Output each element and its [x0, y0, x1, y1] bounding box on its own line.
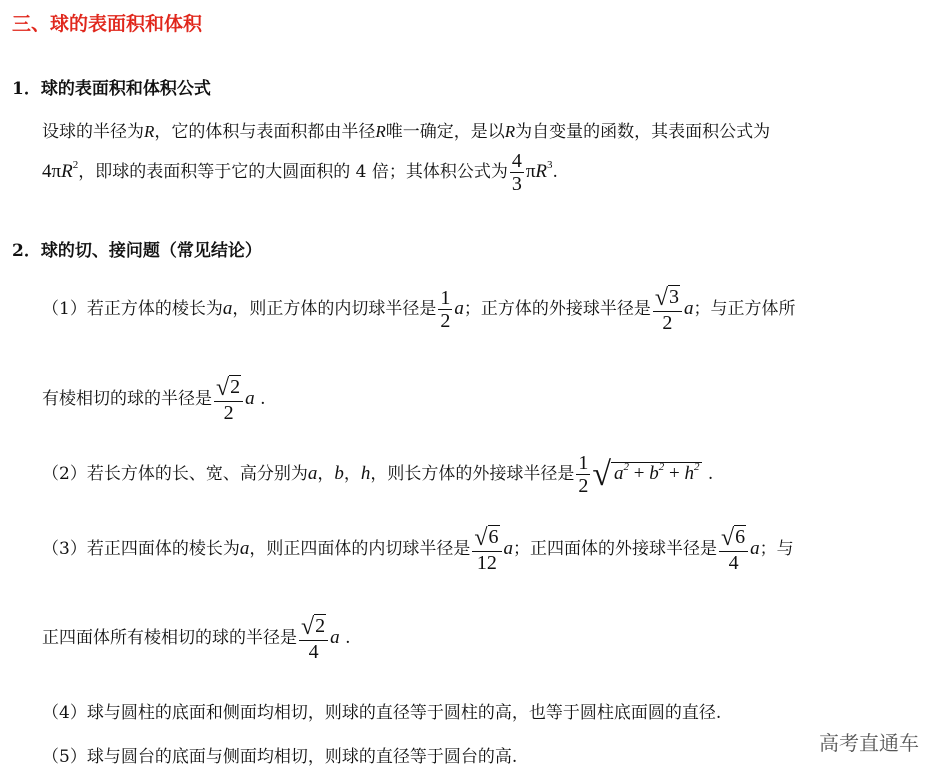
fraction-half: $\frac{1}{2}$	[578, 452, 589, 497]
item-3-line2: 正四面体所有棱相切的球的半径是 $\frac{√2}{4}$ a .	[42, 614, 351, 664]
item-2: （2）若长方体的长、宽、高分别为a，b，h，则长方体的外接球半径是 $\frac{1}{2}$ √ $a^2 + b^2 + h^2$ .	[42, 452, 714, 497]
radical-diagonal: √ $a^2 + b^2 + h^2$	[592, 464, 702, 484]
watermark: 高考直通车	[819, 733, 919, 755]
section-title: 三、球的表面积和体积	[12, 13, 203, 35]
item-4: （4）球与圆柱的底面和侧面均相切，则球的直径等于圆柱的高，也等于圆柱底面圆的直径.	[42, 703, 722, 723]
item-1-line2: 有棱相切的球的半径是 $\frac{√2}{2}$ a .	[42, 375, 266, 425]
para1-line1: 设球的半径为R，它的体积与表面积都由半径R唯一确定，是以R为自变量的函数，其表面积公式为	[42, 122, 771, 142]
fraction-half: $\frac{1}{2}$	[440, 287, 451, 333]
volume-fraction: $\frac{4}{3}$	[511, 150, 522, 195]
item-5: （5）球与圆台的底面与侧面均相切，则球的直径等于圆台的高.	[42, 747, 518, 767]
fraction-sqrt2-over-4: $\frac{√2}{4}$	[299, 614, 328, 663]
fraction-sqrt2-over-2: $\frac{√2}{2}$	[214, 375, 243, 424]
area-formula: $4\pi R^2$	[42, 159, 79, 182]
fraction-sqrt3-over-2: $\frac{√3}{2}$	[653, 285, 682, 334]
fraction-sqrt6-over-12: $\frac{√6}{12}$	[472, 525, 501, 574]
fraction-sqrt6-over-4: $\frac{√6}{4}$	[719, 525, 748, 574]
para1-line2: $4\pi R^2$，即球的表面积等于它的大圆面积的 4 倍；其体积公式为 $\frac{4}{3}$ $\pi R^3$.	[42, 150, 558, 195]
item-3-line1: （3）若正四面体的棱长为a，则正四面体的内切球半径是 $\frac{√6}{12}$ a；正四面体的外接球半径是 $\frac{√6}{4}$ a；与	[42, 525, 794, 575]
item-1-line1: （1）若正方体的棱长为a，则正方体的内切球半径是 $\frac{1}{2}$ a；正方体的外接球半径是 $\frac{√3}{2}$ a；与正方体所	[42, 285, 796, 335]
heading-tangent: 2．球的切、接问题（常见结论）	[12, 241, 262, 261]
heading-formulas: 1．球的表面积和体积公式	[12, 79, 211, 99]
